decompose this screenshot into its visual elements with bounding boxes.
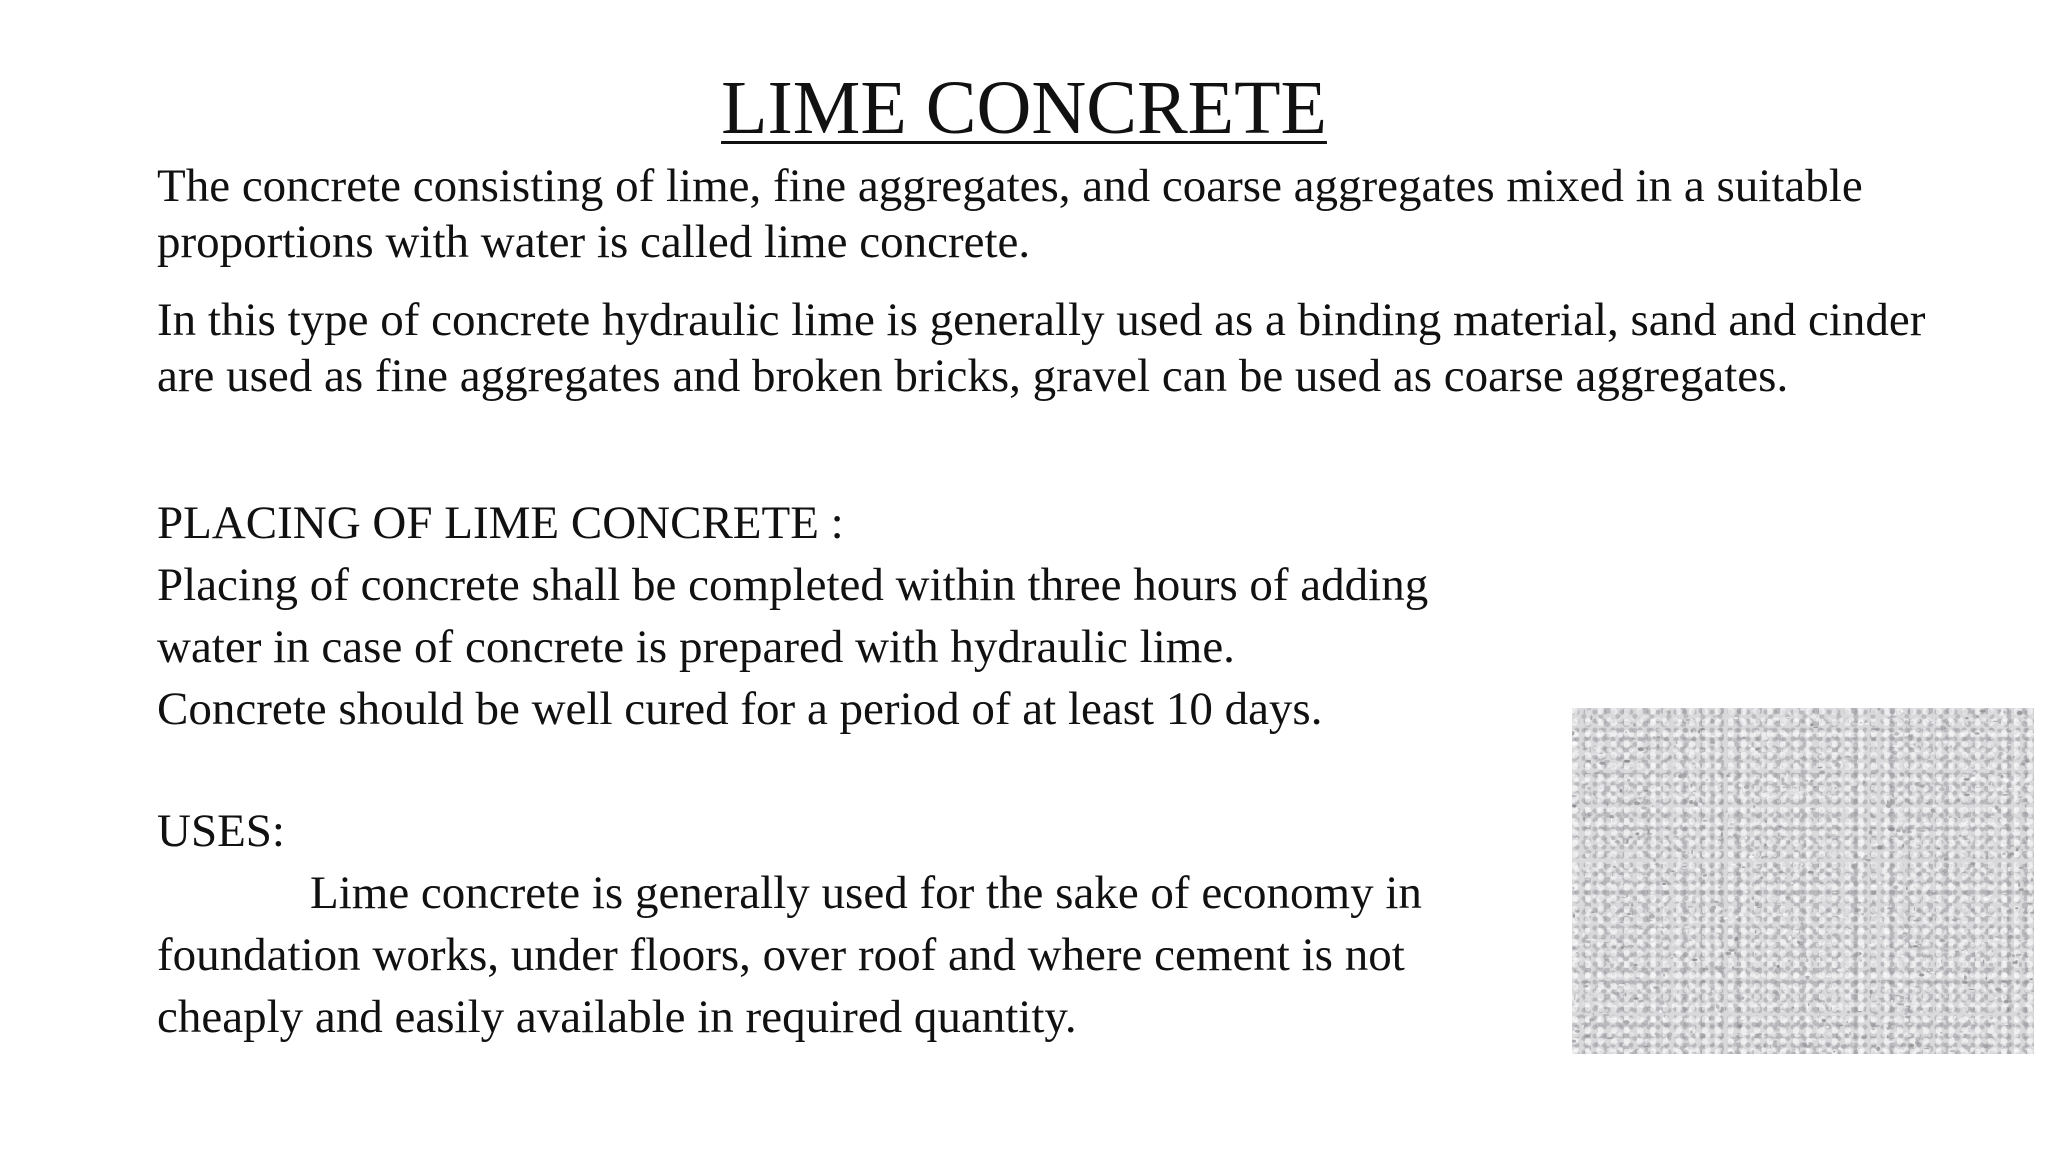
uses-heading: USES: — [157, 805, 285, 857]
materials-paragraph: In this type of concrete hydraulic lime is generally used as a binding material, sand and cinder are used as fine aggregates and broken bricks, gravel can be used as coarse aggregates. — [157, 294, 1926, 402]
texture-speckles — [1572, 708, 2034, 1054]
placing-line: Concrete should be well cured for a period of at least 10 days. — [157, 683, 1323, 735]
placing-line: water in case of concrete is prepared with hydraulic lime. — [157, 621, 1235, 673]
uses-line: foundation works, under floors, over roof and where cement is not — [157, 929, 1405, 981]
placing-line: Placing of concrete shall be completed within three hours of adding — [157, 559, 1429, 611]
uses-line: cheaply and easily available in required quantity. — [157, 991, 1077, 1043]
concrete-texture-image — [1572, 708, 2034, 1054]
placing-heading: PLACING OF LIME CONCRETE : — [157, 497, 844, 549]
definition-paragraph: The concrete consisting of lime, fine aggregates, and coarse aggregates mixed in a suitable proportions with water is called lime concrete. — [157, 160, 1863, 268]
uses-line: Lime concrete is generally used for the sake of economy in — [310, 867, 1422, 919]
slide-title: LIME CONCRETE — [721, 66, 1327, 150]
